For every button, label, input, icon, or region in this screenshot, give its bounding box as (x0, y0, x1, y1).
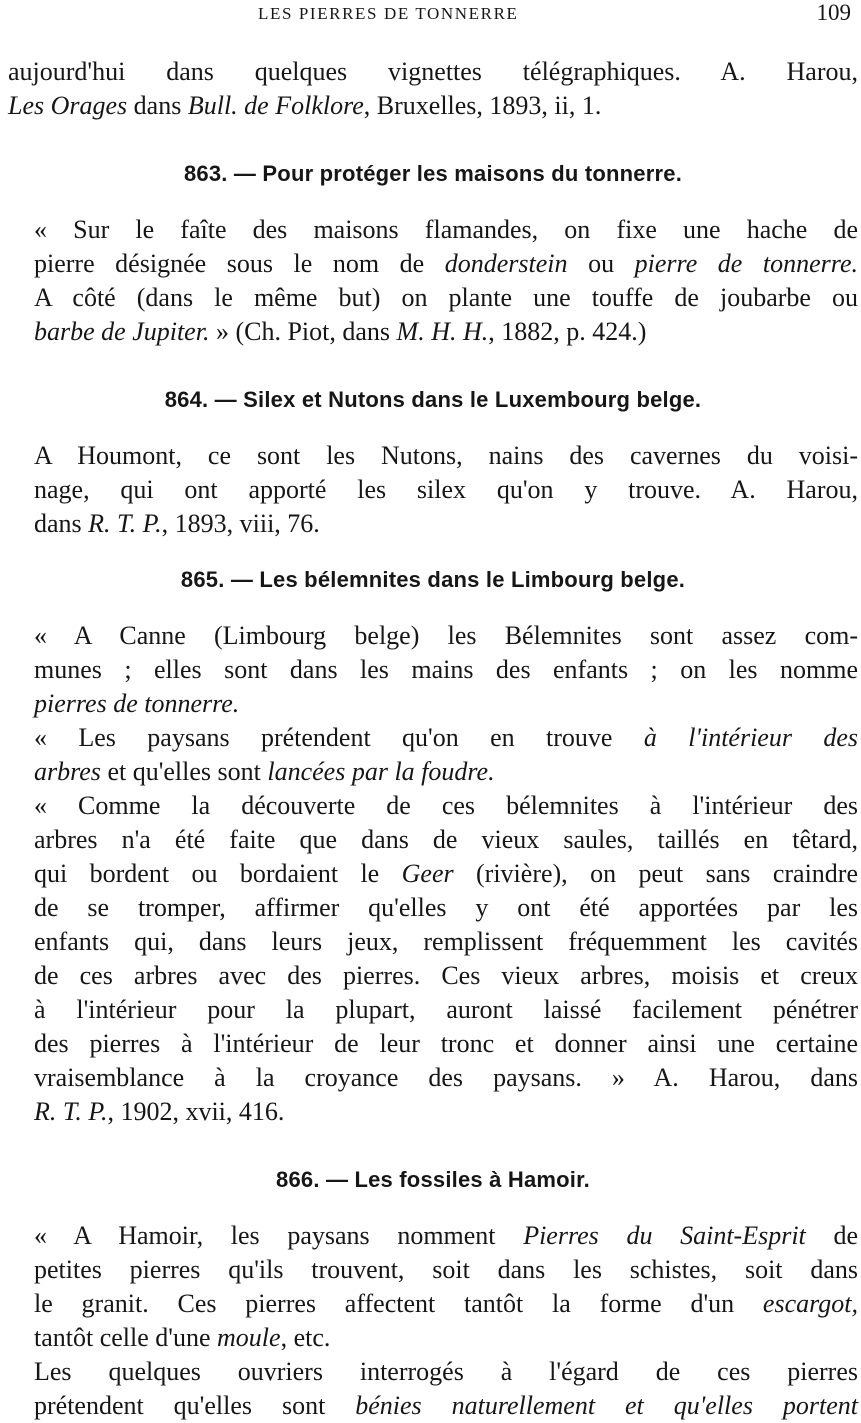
text-line: « Comme la découverte de ces bélemnites à l'intérieur des (34, 791, 858, 820)
text-line: A côté (dans le même but) on plante une touffe de joubarbe ou (34, 283, 858, 312)
section-heading-866: 866. — Les fossiles à Hamoir. (276, 1167, 590, 1192)
text-line: « Les paysans prétendent qu'on en trouve à l'intérieur des (34, 723, 858, 752)
paragraph-866-b (8, 1355, 858, 1423)
text-line: des pierres à l'intérieur de leur tronc et donner ainsi une certaine (34, 1029, 858, 1058)
paragraph-864 (8, 439, 858, 541)
text-line: Les Orages dans Bull. de Folklore, Bruxelles, 1893, ii, 1. (8, 91, 602, 120)
paragraph-863 (8, 213, 858, 349)
section-heading-865: 865. — Les bélemnites dans le Limbourg belge. (180, 567, 686, 592)
text-line: « A Hamoir, les paysans nomment Pierres du Saint-Esprit de (34, 1221, 859, 1250)
text-line: vraisemblance à la croyance des paysans. » A. Harou, dans (34, 1063, 858, 1092)
paragraph-865-a (8, 619, 858, 721)
text-line: pierres de tonnerre. (34, 689, 240, 718)
text-line: Les quelques ouvriers interrogés à l'égard de ces pierres (34, 1357, 858, 1386)
running-header (0, 0, 861, 30)
text-line: A Houmont, ce sont les Nutons, nains des cavernes du voisi- (34, 441, 858, 470)
text-line: petites pierres qu'ils trouvent, soit dans les schistes, soit dans (34, 1255, 858, 1284)
text-line: à l'intérieur pour la plupart, auront laissé facilement pénétrer (34, 995, 858, 1024)
page-number: 109 (816, 0, 851, 25)
text-line: de se tromper, affirmer qu'elles y ont été apportées par les (34, 893, 858, 922)
section-heading-863: 863. — Pour protéger les maisons du tonnerre. (183, 161, 683, 186)
paragraph-continued (8, 55, 858, 123)
text-line: « Sur le faîte des maisons flamandes, on fixe une hache de (34, 215, 858, 244)
text-line: arbres et qu'elles sont lancées par la foudre. (34, 757, 495, 786)
page-body (8, 55, 858, 1423)
italic-title: Bull. de Folklore (187, 91, 364, 120)
text-line: tantôt celle d'une moule, etc. (34, 1323, 331, 1352)
text-line: R. T. P., 1902, xvii, 416. (34, 1097, 285, 1126)
text-line: nage, qui ont apporté les silex qu'on y trouve. A. Harou, (34, 475, 858, 504)
text-line: qui bordent ou bordaient le Geer (rivière), on peut sans craindre (34, 859, 858, 888)
text-line: enfants qui, dans leurs jeux, remplissent fréquemment les cavités (34, 927, 858, 956)
running-title: LES PIERRES DE TONNERRE (258, 4, 519, 23)
text-line: prétendent qu'elles sont bénies naturellement et qu'elles portent (34, 1391, 858, 1420)
text-line: arbres n'a été faite que dans de vieux saules, taillés en têtard, (34, 825, 858, 854)
text-line: aujourd'hui dans quelques vignettes télégraphiques. A. Harou, (8, 57, 858, 86)
section-heading-864: 864. — Silex et Nutons dans le Luxembourg belge. (164, 387, 702, 412)
text-line: le granit. Ces pierres affectent tantôt la forme d'un escargot, (34, 1289, 858, 1318)
text-line: dans R. T. P., 1893, viii, 76. (34, 509, 320, 538)
paragraph-866-a (8, 1219, 858, 1355)
paragraph-865-c (8, 789, 858, 1129)
text-line: munes ; elles sont dans les mains des enfants ; on les nomme (34, 655, 858, 684)
text-line: pierre désignée sous le nom de donderstein ou pierre de tonnerre. (34, 249, 858, 278)
italic-title: Les Orages (8, 91, 128, 120)
text-line: de ces arbres avec des pierres. Ces vieux arbres, moisis et creux (34, 961, 858, 990)
text-line: barbe de Jupiter. » (Ch. Piot, dans M. H. H., 1882, p. 424.) (34, 317, 647, 346)
text-line: « A Canne (Limbourg belge) les Bélemnites sont assez com- (34, 621, 858, 650)
paragraph-865-b (8, 721, 858, 789)
